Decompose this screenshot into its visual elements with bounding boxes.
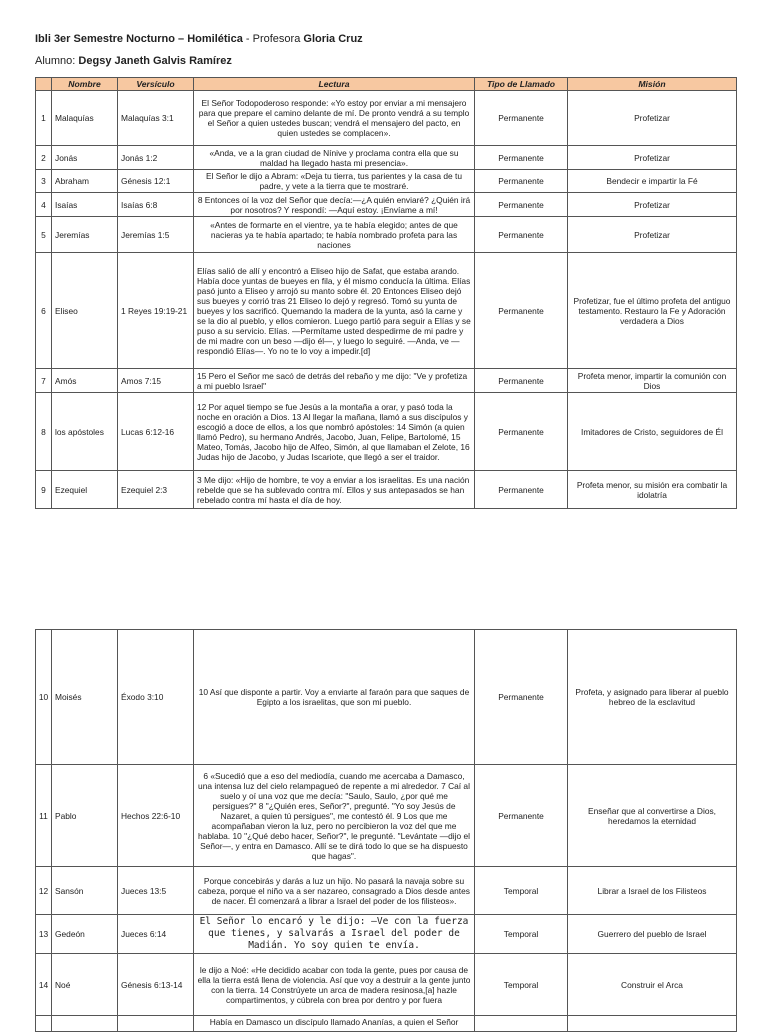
teacher-name: Gloria Cruz	[303, 33, 363, 45]
row-tipo: Permanente	[475, 369, 568, 393]
row-nombre: Jeremías	[52, 217, 118, 253]
row-nombre: Ezequiel	[52, 471, 118, 509]
row-mision: Profetizar, fue el último profeta del antiguo testamento. Restauro la Fe y Adoración verdadera a Dios	[568, 253, 737, 369]
row-tipo: Permanente	[475, 630, 568, 765]
row-versiculo: Éxodo 3:10	[118, 630, 194, 765]
row-versiculo: Malaquías 3:1	[118, 91, 194, 146]
row-mision: Construir el Arca	[568, 954, 737, 1016]
row-number: 5	[36, 217, 52, 253]
row-nombre: Isaías	[52, 193, 118, 217]
row-versiculo: Lucas 6:12-16	[118, 393, 194, 471]
title-separator: - Profesora	[242, 33, 304, 45]
row-number: 2	[36, 146, 52, 170]
row-tipo: Temporal	[475, 867, 568, 915]
row-lectura: El Señor Todopoderoso responde: «Yo estoy por enviar a mi mensajero para que prepare el camino delante de mí. De pronto vendrá a su templo el Señor a quien ustedes buscan; vendrá el mensajero del pacto, en quien ustedes se complacen».	[194, 91, 475, 146]
table-row	[36, 765, 737, 867]
row-nombre: Noé	[52, 954, 118, 1016]
row-nombre: Gedeón	[52, 915, 118, 954]
row-lectura: El Señor lo encaró y le dijo: —Ve con la fuerza que tienes, y salvarás a Israel del poder de Madián. Yo soy quien te envía.	[194, 915, 475, 954]
row-nombre: Eliseo	[52, 253, 118, 369]
row-number: 4	[36, 193, 52, 217]
row-tipo: Permanente	[475, 193, 568, 217]
row-tipo: Temporal	[475, 954, 568, 1016]
row-mision: Profetizar	[568, 193, 737, 217]
row-mision: Enseñar que al convertirse a Dios, heredamos la eternidad	[568, 765, 737, 867]
row-tipo: Temporal	[475, 915, 568, 954]
row-lectura: «Antes de formarte en el vientre, ya te había elegido; antes de que nacieras ya te había apartado; te había nombrado profeta para las naciones	[194, 217, 475, 253]
row-versiculo: Ezequiel 2:3	[118, 471, 194, 509]
row-tipo: Permanente	[475, 146, 568, 170]
header-nombre: Nombre	[52, 78, 118, 91]
table-row	[36, 915, 737, 954]
student-label: Alumno:	[35, 55, 79, 67]
row-mision: Profeta, y asignado para liberar al pueblo hebreo de la esclavitud	[568, 630, 737, 765]
header-lectura: Lectura	[194, 78, 475, 91]
row-tipo: Permanente	[475, 217, 568, 253]
row-number: 12	[36, 867, 52, 915]
row-mision: Librar a Israel de los Filisteos	[568, 867, 737, 915]
row-number: 1	[36, 91, 52, 146]
row-lectura: Porque concebirás y darás a luz un hijo. No pasará la navaja sobre su cabeza, porque el niño va a ser nazareo, consagrado a Dios desde antes de nacer. Él comenzará a librar a Israel del poder de los filisteos».	[194, 867, 475, 915]
row-versiculo: Jueces 6:14	[118, 915, 194, 954]
row-mision: Bendecir e impartir la Fé	[568, 170, 737, 193]
row-number: 14	[36, 954, 52, 1016]
row-nombre: Moisés	[52, 630, 118, 765]
row-number: 7	[36, 369, 52, 393]
row-nombre: Pablo	[52, 765, 118, 867]
table-header-row	[36, 78, 737, 91]
row-lectura: Elías salió de allí y encontró a Eliseo hijo de Safat, que estaba arando. Había doce yuntas de bueyes en fila, y él mismo conducía la última. Elías pasó junto a Eliseo y arrojó su manto sobre él. 20 Entonces Eliseo dejó sus bueyes y corrió tras 21 Eliseo lo dejó y regresó. Tomó su yunta de bueyes y los sacrificó. Quemando la madera de la yunta, asó la carne y se la dio al pueblo, y ellos comieron. Luego partió para seguir a Elías y se puso a su servicio. Elías. —Permítame usted despedirme de mi padre y de mi madre con un beso —dijo él—, y luego lo seguiré. —Anda, ve —respondió Elías—. Yo no te lo voy a impedir.[d]	[194, 253, 475, 369]
row-lectura: Había en Damasco un discípulo llamado Ananías, a quien el Señor	[194, 1016, 475, 1032]
row-tipo: Permanente	[475, 253, 568, 369]
row-lectura: 8 Entonces oí la voz del Señor que decía:—¿A quién enviaré? ¿Quién irá por nosotros? Y respondí: —Aquí estoy. ¡Envíame a mí!	[194, 193, 475, 217]
row-mision: Guerrero del pueblo de Israel	[568, 915, 737, 954]
row-versiculo: Jonás 1:2	[118, 146, 194, 170]
row-nombre: Abraham	[52, 170, 118, 193]
table-row	[36, 91, 737, 146]
row-number: 6	[36, 253, 52, 369]
row-lectura: 10 Así que disponte a partir. Voy a enviarte al faraón para que saques de Egipto a los israelitas, que son mi pueblo.	[194, 630, 475, 765]
table-row	[36, 170, 737, 193]
table-row	[36, 867, 737, 915]
row-number: 11	[36, 765, 52, 867]
course-title: Ibli 3er Semestre Nocturno – Homilética	[35, 33, 243, 45]
header-tipo: Tipo de Llamado	[475, 78, 568, 91]
row-versiculo: Amos 7:15	[118, 369, 194, 393]
header-versiculo: Versículo	[118, 78, 194, 91]
header-number	[36, 78, 52, 91]
row-tipo: Permanente	[475, 393, 568, 471]
row-nombre: Sansón	[52, 867, 118, 915]
table-row	[36, 369, 737, 393]
row-nombre: Jonás	[52, 146, 118, 170]
row-lectura: 12 Por aquel tiempo se fue Jesús a la montaña a orar, y pasó toda la noche en oración a Dios. 13 Al llegar la mañana, llamó a sus discípulos y escogió a doce de ellos, a los que nombró apóstoles: 14 Simón (a quien llamó Pedro), su hermano Andrés, Jacobo, Juan, Felipe, Bartolomé, 15 Mateo, Tomás, Jacobo hijo de Alfeo, Simón, al que llamaban el Zelote, 16 Judas hijo de Jacobo, y Judas Iscariote, que llegó a ser el traidor.	[194, 393, 475, 471]
table-row	[36, 954, 737, 1016]
row-tipo: Permanente	[475, 471, 568, 509]
row-number: 9	[36, 471, 52, 509]
row-mision: Profetizar	[568, 217, 737, 253]
row-number: 13	[36, 915, 52, 954]
row-mision: Profetizar	[568, 91, 737, 146]
header-mision: Misión	[568, 78, 737, 91]
student-name: Degsy Janeth Galvis Ramírez	[78, 55, 232, 67]
row-mision: Profetizar	[568, 146, 737, 170]
row-tipo: Permanente	[475, 91, 568, 146]
student-line	[35, 55, 232, 67]
row-versiculo: Jeremías 1:5	[118, 217, 194, 253]
row-lectura: 6 «Sucedió que a eso del mediodía, cuando me acercaba a Damasco, una intensa luz del cielo relampagueó de repente a mi alrededor. 7 Caí al suelo y oí una voz que me decía: "Saulo, Saulo, ¿por qué me persigues?" 8 "¿Quién eres, Señor?", pregunté. "Yo soy Jesús de Nazaret, a quien tú persigues", me contestó él. 9 Los que me acompañaban vieron la luz, pero no percibieron la voz del que me hablaba. 10 "¿Qué debo hacer, Señor?", le pregunté. "Levántate —dijo el Señor—, y entra en Damasco. Allí se te dirá todo lo que se ha dispuesto que hagas".	[194, 765, 475, 867]
calls-table-continued	[35, 629, 737, 1032]
row-lectura: 15 Pero el Señor me sacó de detrás del rebaño y me dijo: "Ve y profetiza a mi pueblo Israel"	[194, 369, 475, 393]
row-number: 10	[36, 630, 52, 765]
row-versiculo: Jueces 13:5	[118, 867, 194, 915]
row-mision: Profeta menor, impartir la comunión con Dios	[568, 369, 737, 393]
table-row	[36, 217, 737, 253]
row-versiculo: Isaías 6:8	[118, 193, 194, 217]
row-mision: Profeta menor, su misión era combatir la idolatría	[568, 471, 737, 509]
table-row	[36, 471, 737, 509]
table-row	[36, 393, 737, 471]
row-lectura: «Anda, ve a la gran ciudad de Nínive y proclama contra ella que su maldad ha llegado hasta mi presencia».	[194, 146, 475, 170]
table-row	[36, 146, 737, 170]
row-versiculo: Génesis 6:13-14	[118, 954, 194, 1016]
table-row	[36, 253, 737, 369]
row-number: 3	[36, 170, 52, 193]
row-nombre: los apóstoles	[52, 393, 118, 471]
row-versiculo: Génesis 12:1	[118, 170, 194, 193]
row-versiculo: 1 Reyes 19:19-21	[118, 253, 194, 369]
table-row	[36, 193, 737, 217]
row-lectura: le dijo a Noé: «He decidido acabar con toda la gente, pues por causa de ella la tierra está llena de violencia. Así que voy a destruir a la gente junto con la tierra. 14 Constrúyete un arca de madera resinosa,[a] hazle compartimentos, y cúbrela con brea por dentro y por fuera	[194, 954, 475, 1016]
document-title	[35, 33, 363, 45]
row-nombre: Amós	[52, 369, 118, 393]
row-tipo: Permanente	[475, 170, 568, 193]
calls-table	[35, 77, 737, 509]
row-tipo: Permanente	[475, 765, 568, 867]
row-number: 8	[36, 393, 52, 471]
row-nombre: Malaquías	[52, 91, 118, 146]
table-row	[36, 630, 737, 765]
row-lectura: 3 Me dijo: «Hijo de hombre, te voy a enviar a los israelitas. Es una nación rebelde que se ha sublevado contra mí. Ellos y sus antepasados se han rebelado contra mí hasta el día de hoy.	[194, 471, 475, 509]
row-lectura: El Señor le dijo a Abram: «Deja tu tierra, tus parientes y la casa de tu padre, y vete a la tierra que te mostraré.	[194, 170, 475, 193]
row-versiculo: Hechos 22:6-10	[118, 765, 194, 867]
row-mision: Imitadores de Cristo, seguidores de Él	[568, 393, 737, 471]
